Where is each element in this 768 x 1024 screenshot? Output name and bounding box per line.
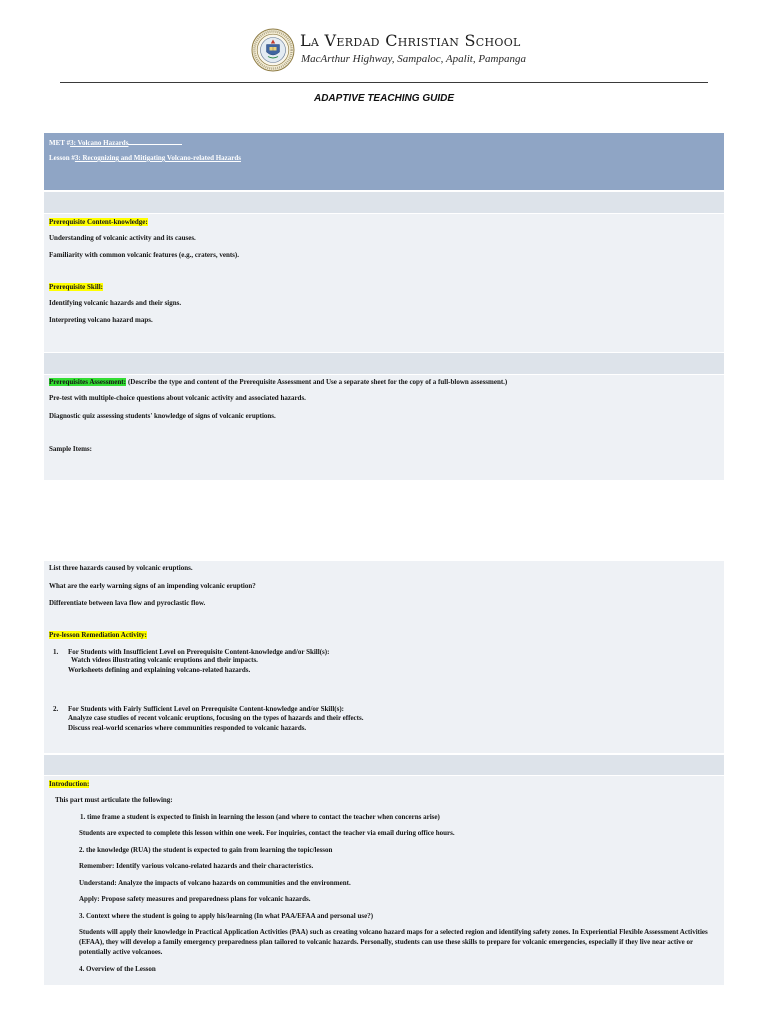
highlighted-label: Pre-lesson Remediation Activity:	[49, 631, 147, 639]
school-address: MacArthur Highway, Sampaloc, Apalit, Pampanga	[301, 53, 526, 65]
document-title: ADAPTIVE TEACHING GUIDE	[313, 93, 454, 104]
school-seal-icon	[251, 28, 295, 72]
assessment-item: Pre-test with multiple-choice questions about volcanic activity and associated hazards.	[49, 394, 306, 402]
met-value: 3: Volcano Hazards	[70, 139, 129, 147]
prerequisite-content-item: Understanding of volcanic activity and its causes.	[49, 234, 196, 242]
knowledge-prompt: 2. the knowledge (RUA) the student is expected to gain from learning the topic/lesson	[79, 846, 333, 854]
prerequisite-skill-item: Interpreting volcano hazard maps.	[49, 316, 153, 324]
prerequisite-content-item: Familiarity with common volcanic features (e.g., craters, vents).	[49, 251, 239, 259]
met-blank-line	[128, 137, 182, 145]
highlighted-label: Prerequisite Skill:	[49, 283, 103, 291]
time-frame-prompt: 1. time frame a student is expected to finish in learning the lesson (and where to contact the teacher when concerns arise)	[80, 813, 440, 821]
met-label: MET #	[49, 139, 71, 147]
remediation-activity: Discuss real-world scenarios where communities responded to volcanic hazards.	[68, 724, 307, 732]
context-prompt: 3. Context where the student is going to apply his/learning (In what PAA/EFAA and personal use?)	[79, 912, 374, 920]
sample-item: Differentiate between lava flow and pyroclastic flow.	[49, 599, 206, 607]
group-title-text: For Students with Fairly Sufficient Level on Prerequisite Content-knowledge and/or Skill(s):	[68, 705, 344, 713]
remediation-activity: Worksheets defining and explaining volcano-related hazards.	[68, 666, 251, 674]
prerequisite-skill-heading	[49, 283, 103, 292]
remediation-group-title	[53, 705, 344, 714]
highlighted-label: Introduction:	[49, 780, 90, 788]
list-number: 1.	[53, 648, 59, 656]
lesson-line	[49, 154, 241, 163]
sample-item: List three hazards caused by volcanic eruptions.	[49, 564, 193, 572]
sample-item: What are the early warning signs of an impending volcanic eruption?	[49, 582, 256, 590]
prerequisites-section	[44, 214, 724, 352]
remediation-activity: Analyze case studies of recent volcanic eruptions, focusing on the types of hazards and their effects.	[68, 714, 364, 722]
knowledge-item-remember: Remember: Identify various volcano-related hazards and their characteristics.	[79, 862, 314, 870]
sample-items-label: Sample Items:	[49, 445, 92, 453]
remediation-activity: Watch videos illustrating volcanic eruptions and their impacts.	[71, 656, 258, 664]
context-answer: Students will apply their knowledge in Practical Application Activities (PAA) such as creating volcano hazard maps for a selected region and identifying safety zones. In Experiential Flexible Assessment Activities (EFAA), they will develop a family emergency preparedness plan tailored to volcanic hazards. Personally, students can use these skills to prepare for volcanic emergencies, especially if they live near active or potentially active volcanoes.	[79, 928, 708, 956]
introduction-section	[44, 776, 724, 985]
section-divider-band	[44, 192, 724, 213]
prerequisite-skill-item: Identifying volcanic hazards and their signs.	[49, 299, 182, 307]
school-name: La Verdad Christian School	[300, 31, 521, 50]
assessment-section	[44, 375, 724, 480]
introduction-heading	[49, 780, 89, 789]
remediation-heading	[49, 631, 147, 640]
lesson-info-band	[44, 133, 724, 190]
overview-prompt: 4. Overview of the Lesson	[79, 965, 156, 973]
prerequisite-content-heading	[49, 218, 148, 227]
highlighted-label: Prerequisite Content-knowledge:	[49, 218, 148, 226]
section-divider-band	[44, 353, 724, 374]
lesson-label: Lesson #	[49, 154, 75, 162]
group-title-text: For Students with Insufficient Level on Prerequisite Content-knowledge and/or Skill(s):	[68, 648, 330, 656]
assessment-heading: Prerequisites Assessment:	[49, 378, 126, 386]
introduction-lead: This part must articulate the following:	[55, 796, 173, 804]
knowledge-item-understand: Understand: Analyze the impacts of volcano hazards on communities and the environment.	[79, 879, 351, 887]
lesson-value: 3: Recognizing and Mitigating Volcano-related Hazards	[74, 154, 241, 162]
section-divider-band	[44, 755, 724, 775]
knowledge-item-apply: Apply: Propose safety measures and preparedness plans for volcanic hazards.	[79, 895, 311, 903]
assessment-heading-line	[49, 378, 507, 387]
time-frame-answer: Students are expected to complete this lesson within one week. For inquiries, contact the teacher via email during office hours.	[79, 829, 455, 837]
school-seal-graphic	[251, 28, 295, 72]
assessment-instruction: (Describe the type and content of the Prerequisite Assessment and Use a separate sheet for the copy of a full-blown assessment.)	[127, 378, 508, 386]
list-number: 2.	[53, 705, 59, 713]
met-line	[49, 137, 182, 148]
assessment-item: Diagnostic quiz assessing students' knowledge of signs of volcanic eruptions.	[49, 412, 276, 420]
remediation-section	[44, 561, 724, 753]
header-divider	[60, 82, 708, 83]
